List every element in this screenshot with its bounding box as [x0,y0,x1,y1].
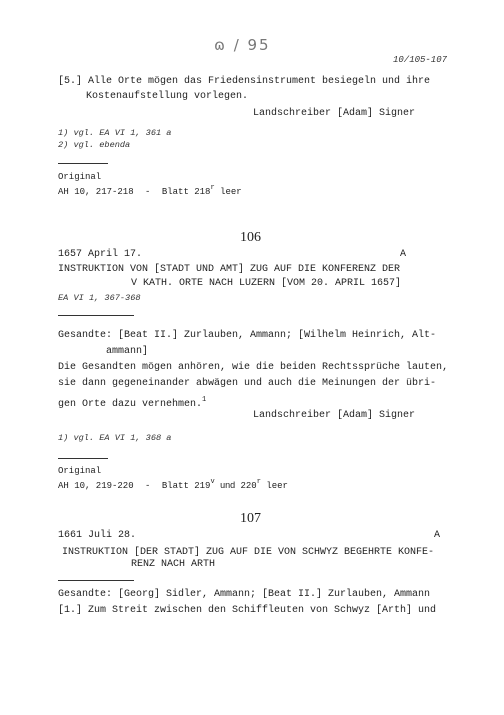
doc106-body-line3-text: gen Orte dazu vernehmen. [58,399,203,410]
doc106-body-line3 [58,394,206,411]
doc105-original-dash: - [145,187,151,197]
doc106-und: und [220,480,236,490]
doc105-footnote-2: 2) vgl. ebenda [58,140,131,150]
doc105-blatt-suffix: leer [220,187,242,197]
doc107-number: 107 [240,511,261,526]
doc107-title-line1: INSTRUKTION [DER STADT] ZUG AUF DIE VON SCHWYZ BEGEHRTE KONFE- [62,547,435,558]
doc106-envoys-line1: Gesandte: [Beat II.] Zurlauben, Ammann; [Wilhelm Heinrich, Alt- [58,330,437,341]
doc106-blatt2-sup: r [256,478,261,486]
doc106-title-line1: INSTRUKTION VON [STADT UND AMT] ZUG AUF DIE KONFERENZ DER [58,264,401,275]
doc105-footnote-1: 1) vgl. EA VI 1, 361 a [58,128,172,138]
doc106-original-dash: - [145,481,151,491]
doc105-point5-line2: Kostenaufstellung vorlegen. [86,91,249,102]
doc106-title-line2: V KATH. ORTE NACH LUZERN [VOM 20. APRIL 1657] [131,278,402,289]
doc106-date: 1657 April 17. [58,249,143,260]
doc106-marker: A [400,249,407,260]
doc107-title-line2: RENZ NACH ARTH [131,559,216,570]
separator-rule [58,580,134,581]
doc105-point5-line1: [5.] Alle Orte mögen das Friedensinstrument besiegeln und ihre [58,76,431,87]
page-range: 10/105-107 [393,55,448,65]
doc106-signature: Landschreiber [Adam] Signer [253,410,416,421]
doc107-envoys-line1: Gesandte: [Georg] Sidler, Ammann; [Beat II.] Zurlauben, Ammann [58,589,431,600]
doc106-blatt1-sup: v [210,478,215,486]
doc106-reference: EA VI 1, 367-368 [58,293,141,303]
doc106-footnote-marker: 1 [202,396,207,404]
doc106-blatt2: 220 [240,481,257,491]
doc105-blatt: Blatt 218 [161,187,211,197]
doc106-number: 106 [240,230,261,245]
doc107-date: 1661 Juli 28. [58,530,137,541]
doc105-original-label: Original [58,172,102,182]
doc105-original-line [58,183,242,198]
separator-rule [58,163,108,164]
doc106-footnote-1: 1) vgl. EA VI 1, 368 a [58,433,172,443]
doc105-signature: Landschreiber [Adam] Signer [253,108,416,119]
handwritten-archive-mark: ɷ / 95 [214,36,271,54]
doc106-blatt-suffix: leer [266,481,288,491]
doc106-envoys-line2: ammann] [106,346,149,357]
separator-rule [58,315,134,316]
doc107-marker: A [434,530,441,541]
doc105-original-ref: AH 10, 217-218 [58,187,134,197]
doc106-body-line1: Die Gesandten mögen anhören, wie die beiden Rechtssprüche lauten, [58,362,449,373]
separator-rule [58,458,108,459]
doc106-blatt1: Blatt 219 [161,481,211,491]
doc106-original-ref: AH 10, 219-220 [58,481,134,491]
doc107-point1-line1: [1.] Zum Streit zwischen den Schiffleuten von Schwyz [Arth] und [58,605,437,616]
doc106-original-line [58,477,288,492]
doc105-blatt-sup: r [210,184,215,192]
doc106-body-line2: sie dann gegeneinander abwägen und auch die Meinungen der übri- [58,378,437,389]
doc106-original-label: Original [58,466,102,476]
